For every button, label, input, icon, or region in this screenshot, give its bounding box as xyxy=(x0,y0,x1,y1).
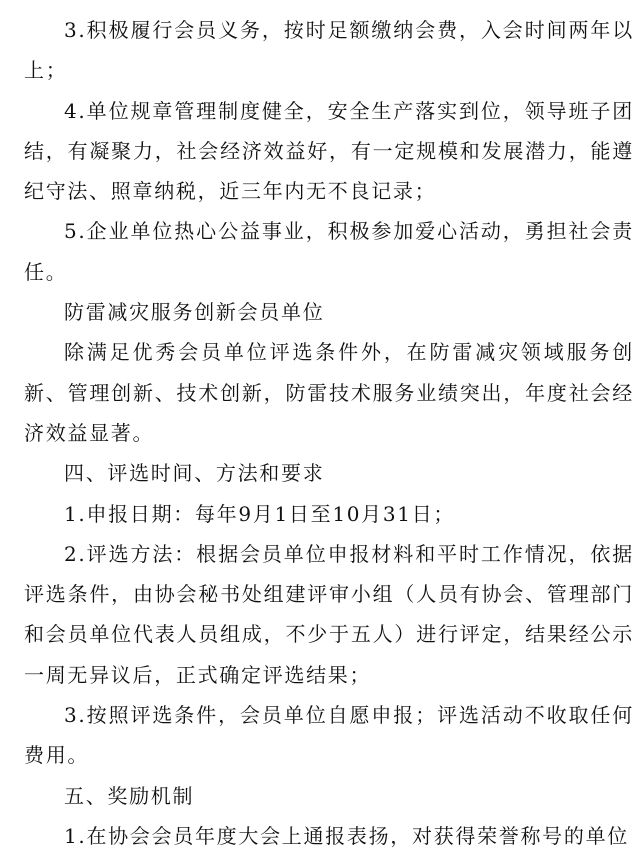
subheading-innovation-member: 防雷减灾服务创新会员单位 xyxy=(64,300,325,325)
reward-item-1: 1.在协会会员年度大会上通报表扬，对获得荣誉称号的单位 xyxy=(64,823,629,848)
method-item-1: 1.申报日期：每年9月1日至10月31日； xyxy=(64,501,456,526)
document-page xyxy=(24,10,634,856)
section-heading-5: 五、奖励机制 xyxy=(64,783,195,808)
criteria-item-3: 3.积极履行会员义务，按时足额缴纳会费，入会时间两年以上； xyxy=(24,18,634,83)
method-item-3: 3.按照评选条件，会员单位自愿申报；评选活动不收取任何费用。 xyxy=(24,703,634,768)
criteria-item-4: 4.单位规章管理制度健全，安全生产落实到位，领导班子团结，有凝聚力，社会经济效益好，有一定规模和发展潜力，能遵纪守法、照章纳税，近三年内无不良记录； xyxy=(24,98,634,204)
innovation-criteria-paragraph: 除满足优秀会员单位评选条件外，在防雷减灾领域服务创新、管理创新、技术创新，防雷技术服务业绩突出，年度社会经济效益显著。 xyxy=(24,340,634,445)
method-item-2: 2.评选方法：根据会员单位申报材料和平时工作情况，依据评选条件，由协会秘书处组建评审小组（人员有协会、管理部门和会员单位代表人员组成，不少于五人）进行评定，结果经公示一周无异议后，正式确定评选结果； xyxy=(24,541,634,687)
section-heading-4: 四、评选时间、方法和要求 xyxy=(64,461,325,486)
criteria-item-5: 5.企业单位热心公益事业，积极参加爱心活动，勇担社会责任。 xyxy=(24,219,634,284)
